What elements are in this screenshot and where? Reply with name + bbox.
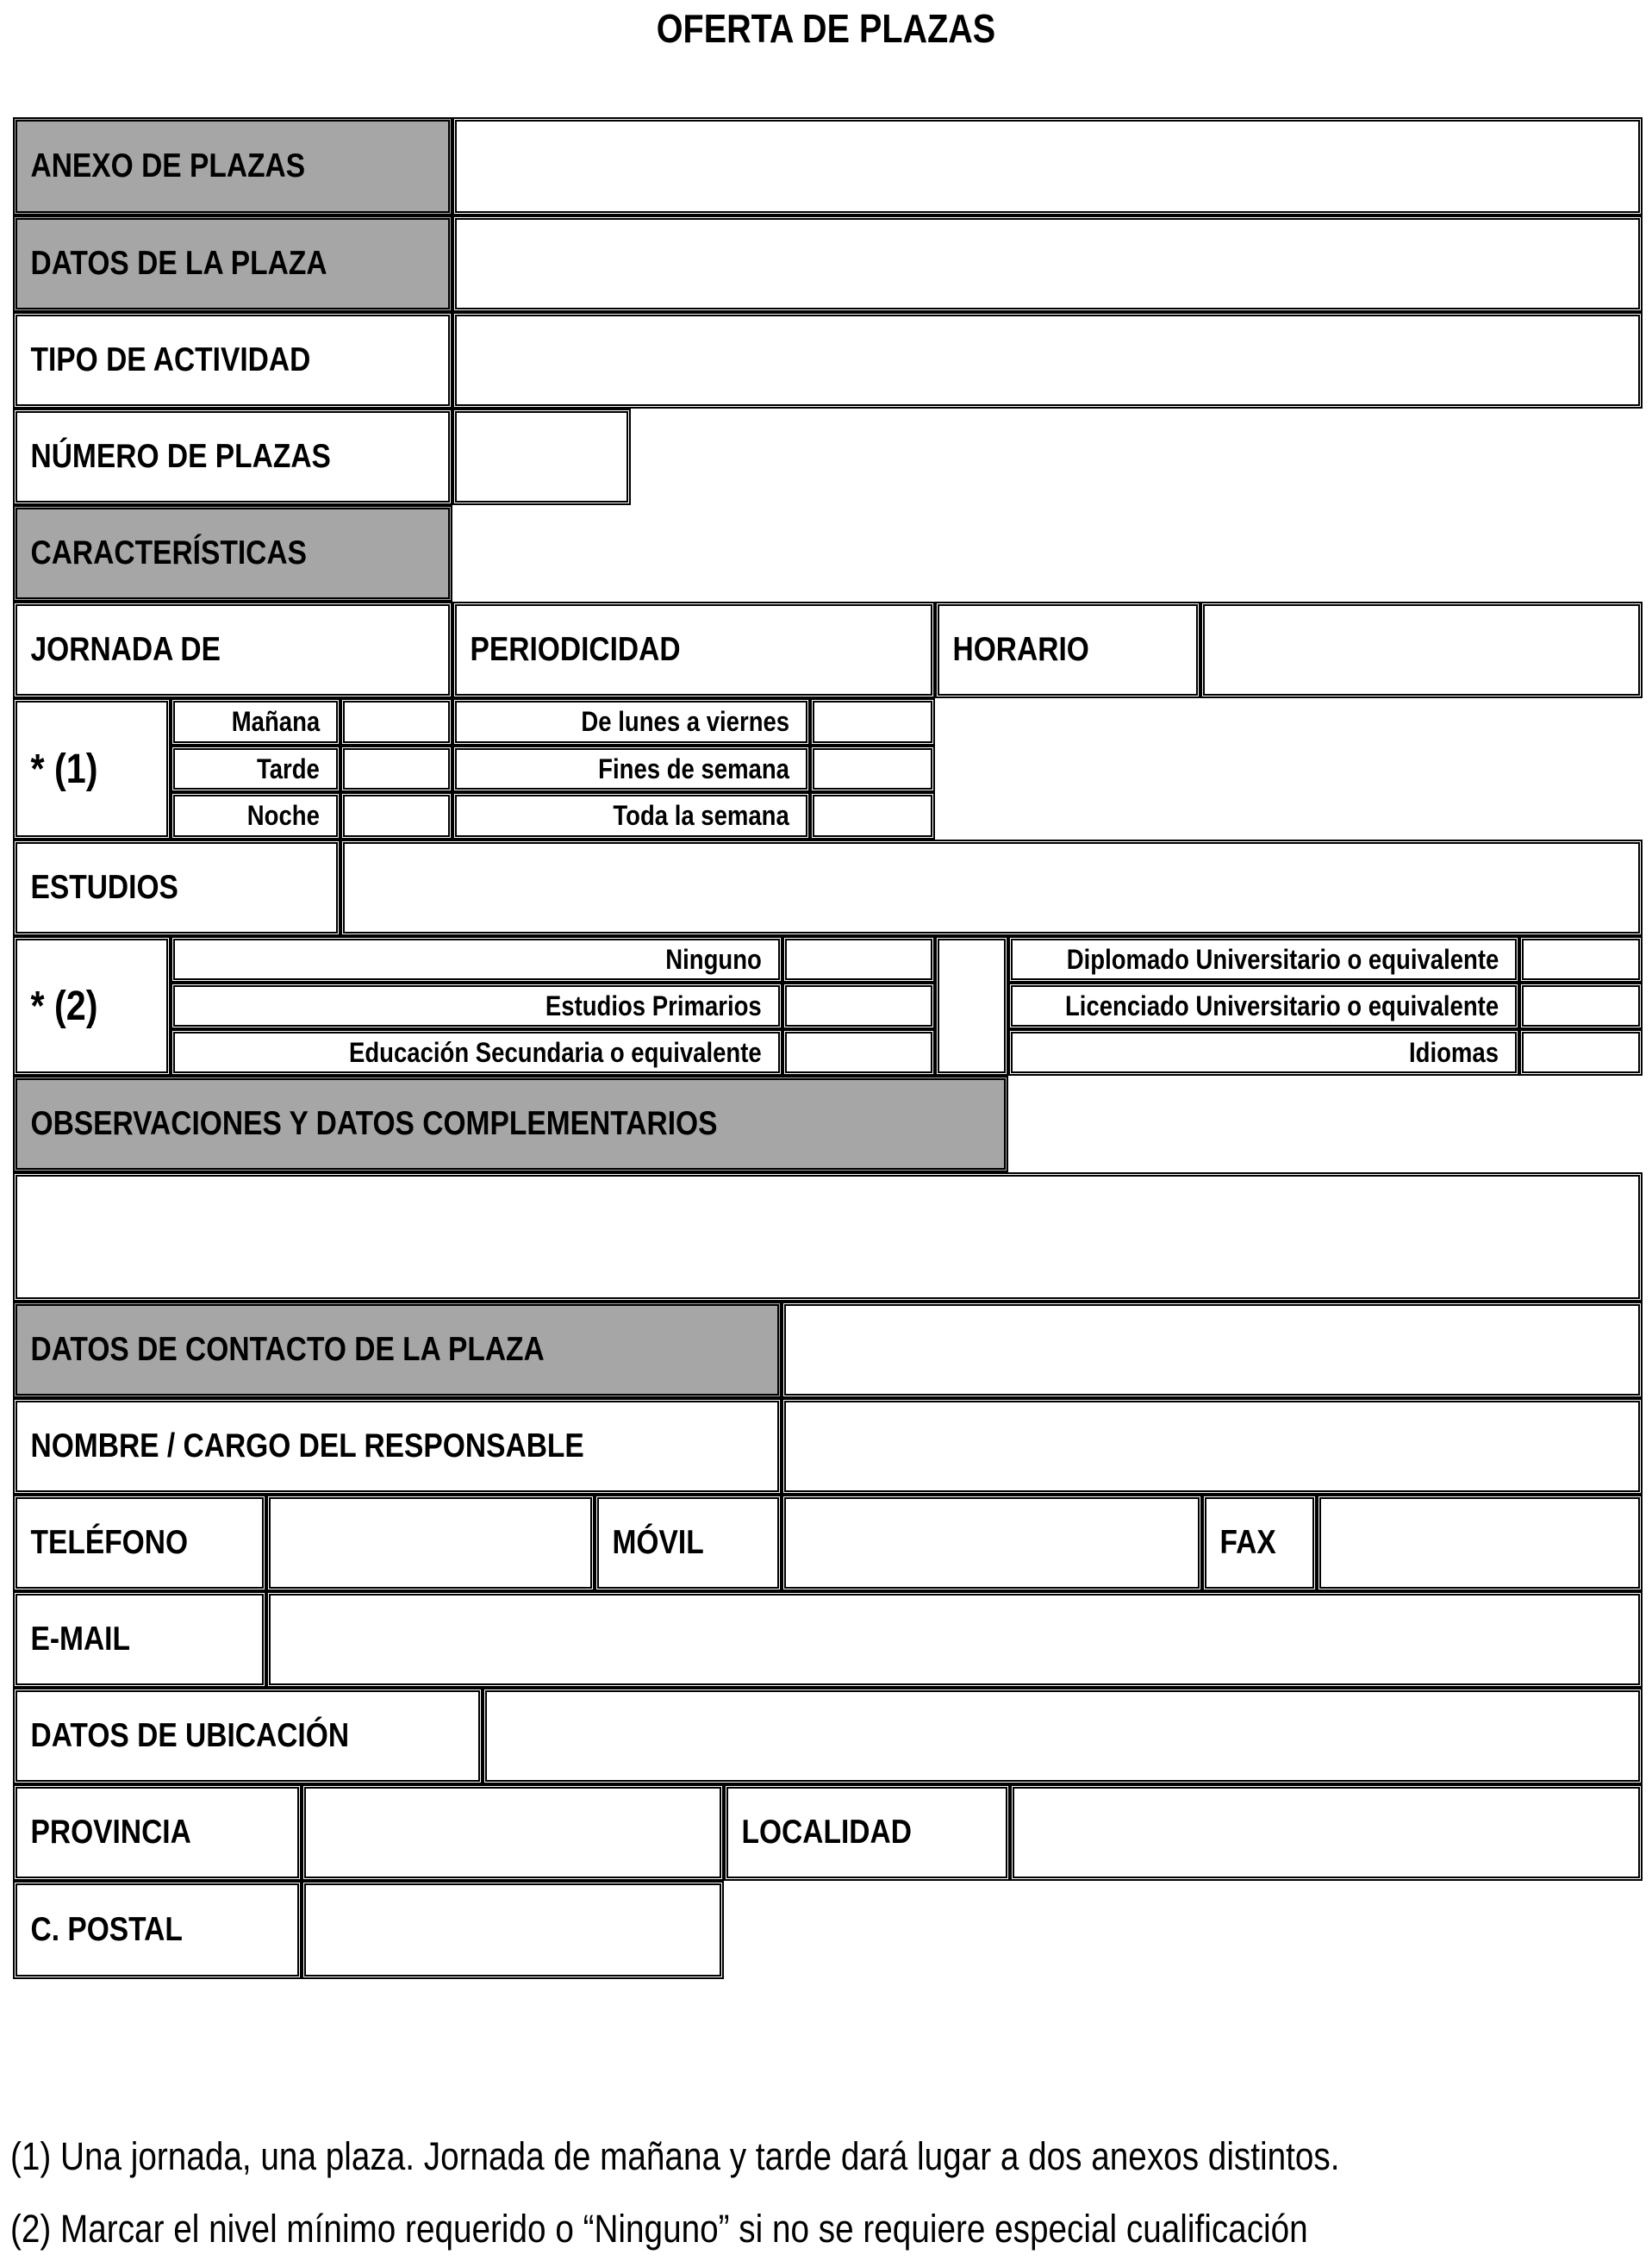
secundaria-checkbox[interactable] <box>782 1029 935 1076</box>
primarios-checkbox[interactable] <box>782 983 935 1029</box>
note-1-marker: * (1) <box>30 746 98 792</box>
anexo-label: ANEXO DE PLAZAS <box>30 147 306 184</box>
noche-label: Noche <box>246 800 321 831</box>
email-label-cell <box>13 1591 266 1688</box>
movil-label-cell <box>595 1495 782 1591</box>
localidad-label: LOCALIDAD <box>741 1814 912 1851</box>
diplomado-label-cell <box>1008 936 1519 983</box>
datos-plaza-field[interactable] <box>452 215 1643 312</box>
observaciones-label: OBSERVACIONES Y DATOS COMPLEMENTARIOS <box>30 1105 718 1142</box>
email-field[interactable] <box>266 1591 1643 1688</box>
ubicacion-label: DATOS DE UBICACIÓN <box>30 1717 350 1754</box>
manana-label-cell <box>171 698 340 746</box>
telefono-label-cell <box>13 1495 266 1591</box>
page-title: OFERTA DE PLAZAS <box>656 6 996 51</box>
fax-label: FAX <box>1219 1524 1276 1561</box>
lunes-viernes-label: De lunes a viernes <box>581 706 790 737</box>
licenciado-label-cell <box>1008 983 1519 1029</box>
provincia-field[interactable] <box>302 1784 724 1881</box>
idiomas-label: Idiomas <box>1409 1036 1499 1068</box>
toda-semana-checkbox[interactable] <box>810 792 935 840</box>
tarde-label: Tarde <box>257 753 321 784</box>
toda-semana-label: Toda la semana <box>613 800 790 831</box>
diplomado-label: Diplomado Universitario o equivalente <box>1066 943 1499 975</box>
horario-field[interactable] <box>1200 602 1643 698</box>
note-2-marker: * (2) <box>30 983 98 1029</box>
noche-label-cell <box>171 792 340 840</box>
movil-field[interactable] <box>782 1495 1202 1591</box>
responsable-label-cell <box>13 1398 782 1495</box>
ninguno-label: Ninguno <box>665 943 763 975</box>
tipo-actividad-label-cell <box>13 312 452 409</box>
responsable-label: NOMBRE / CARGO DEL RESPONSABLE <box>30 1427 584 1464</box>
postal-label: C. POSTAL <box>30 1911 183 1948</box>
footnote-2: (2) Marcar el nivel mínimo requerido o “Ninguno” si no se requiere especial cualificación <box>10 2207 1308 2251</box>
fines-semana-label: Fines de semana <box>598 753 790 784</box>
primarios-label-cell <box>171 983 782 1029</box>
noche-checkbox[interactable] <box>340 792 452 840</box>
horario-label: HORARIO <box>952 631 1089 668</box>
contacto-label: DATOS DE CONTACTO DE LA PLAZA <box>30 1331 545 1368</box>
toda-semana-label-cell <box>452 792 810 840</box>
localidad-field[interactable] <box>1010 1784 1643 1881</box>
ninguno-checkbox[interactable] <box>782 936 935 983</box>
secundaria-label: Educación Secundaria o equivalente <box>349 1036 763 1068</box>
tipo-actividad-label: TIPO DE ACTIVIDAD <box>30 341 311 378</box>
periodicidad-label: PERIODICIDAD <box>470 631 681 668</box>
diplomado-checkbox[interactable] <box>1519 936 1643 983</box>
contacto-field[interactable] <box>782 1302 1643 1398</box>
tarde-checkbox[interactable] <box>340 746 452 792</box>
observaciones-field[interactable] <box>13 1172 1643 1302</box>
ubicacion-field[interactable] <box>483 1688 1643 1784</box>
postal-label-cell <box>13 1881 302 1979</box>
datos-plaza-label: DATOS DE LA PLAZA <box>30 245 327 282</box>
jornada-label-cell <box>13 602 452 698</box>
lunes-viernes-label-cell <box>452 698 810 746</box>
anexo-label-cell <box>13 117 452 215</box>
caracteristicas-label-cell <box>13 505 452 602</box>
caracteristicas-label: CARACTERÍSTICAS <box>30 534 307 571</box>
note-2-marker-cell <box>13 936 171 1076</box>
manana-checkbox[interactable] <box>340 698 452 746</box>
secundaria-label-cell <box>171 1029 782 1076</box>
tarde-label-cell <box>171 746 340 792</box>
telefono-label: TELÉFONO <box>30 1524 189 1561</box>
numero-plazas-label-cell <box>13 409 452 505</box>
jornada-label: JORNADA DE <box>30 631 221 668</box>
provincia-label: PROVINCIA <box>30 1814 191 1851</box>
email-label: E-MAIL <box>30 1621 130 1658</box>
licenciado-checkbox[interactable] <box>1519 983 1643 1029</box>
tipo-actividad-field[interactable] <box>452 312 1643 409</box>
estudios-label: ESTUDIOS <box>30 869 178 906</box>
horario-label-cell <box>935 602 1200 698</box>
fax-label-cell <box>1202 1495 1317 1591</box>
fines-semana-label-cell <box>452 746 810 792</box>
numero-plazas-field[interactable] <box>452 409 631 505</box>
anexo-field[interactable] <box>452 117 1643 215</box>
licenciado-label: Licenciado Universitario o equivalente <box>1064 990 1499 1021</box>
lunes-viernes-checkbox[interactable] <box>810 698 935 746</box>
numero-plazas-label: NÚMERO DE PLAZAS <box>30 438 331 475</box>
movil-label: MÓVIL <box>612 1524 704 1561</box>
ubicacion-label-cell <box>13 1688 483 1784</box>
estudios-label-cell <box>13 840 340 936</box>
studies-spacer-cell <box>935 936 1008 1076</box>
manana-label: Mañana <box>231 706 321 737</box>
primarios-label: Estudios Primarios <box>545 990 763 1021</box>
fines-semana-checkbox[interactable] <box>810 746 935 792</box>
fax-field[interactable] <box>1317 1495 1643 1591</box>
telefono-field[interactable] <box>266 1495 595 1591</box>
note-1-marker-cell <box>13 698 171 840</box>
datos-plaza-label-cell <box>13 215 452 312</box>
provincia-label-cell <box>13 1784 302 1881</box>
idiomas-checkbox[interactable] <box>1519 1029 1643 1076</box>
ninguno-label-cell <box>171 936 782 983</box>
estudios-field[interactable] <box>340 840 1643 936</box>
contacto-label-cell <box>13 1302 782 1398</box>
responsable-field[interactable] <box>782 1398 1643 1495</box>
localidad-label-cell <box>724 1784 1010 1881</box>
idiomas-label-cell <box>1008 1029 1519 1076</box>
periodicidad-label-cell <box>452 602 935 698</box>
postal-field[interactable] <box>302 1881 724 1979</box>
footnote-1: (1) Una jornada, una plaza. Jornada de mañana y tarde dará lugar a dos anexos distintos. <box>10 2134 1340 2178</box>
observaciones-label-cell <box>13 1076 1008 1172</box>
